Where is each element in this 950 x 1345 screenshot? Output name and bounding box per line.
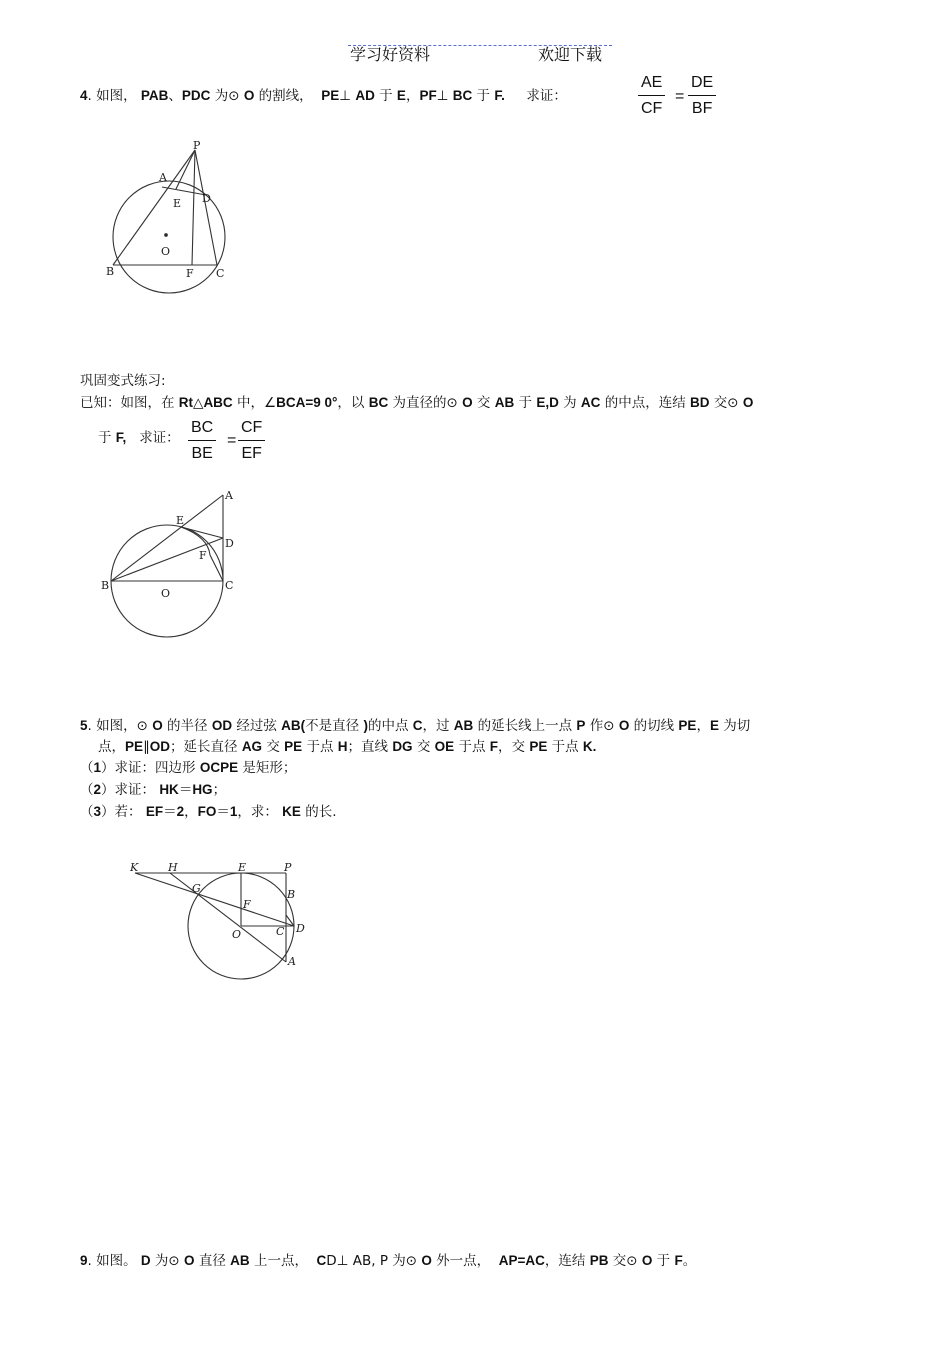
q5-label-d: D bbox=[296, 922, 305, 935]
q5-subquestion-2: （2）求证： HK＝HG； bbox=[80, 782, 227, 798]
q5-label-h: H bbox=[168, 861, 178, 874]
practice-statement: 已知：如图，在 Rt△ABC 中，∠BCA=9 0°，以 BC 为直径的⊙ O 交 AB 于 E,D 为 AC 的中点，连结 BD 交⊙ O bbox=[80, 395, 754, 411]
q4-line-pf bbox=[192, 150, 195, 265]
q4-label-e: E bbox=[173, 197, 182, 210]
q5-line-kd bbox=[135, 873, 294, 926]
q5-label-a: A bbox=[288, 955, 296, 968]
practice-title: 巩固变式练习: bbox=[80, 373, 166, 389]
q5-statement-line2: 点，PE∥OD；延长直径 AG 交 PE 于点 H；直线 DG 交 OE 于点 F，交 PE 于点 K. bbox=[98, 739, 597, 755]
q4-label-c: C bbox=[216, 267, 225, 280]
practice-line-ed bbox=[181, 527, 223, 538]
q4-label-b: B bbox=[106, 265, 115, 278]
q9-statement: 9. 如图。 D 为⊙ O 直径 AB 上一点， CD⊥ AB, P 为⊙ O 外一点， AP=AC，连结 PB 交⊙ O 于 F。 bbox=[80, 1253, 697, 1269]
q4-line-pc bbox=[195, 150, 217, 265]
header-right: 欢迎下载 bbox=[538, 45, 603, 64]
q5-label-p: P bbox=[284, 861, 292, 874]
q5-label-e: E bbox=[238, 861, 247, 874]
q4-statement: 4. 如图， PAB、PDC 为⊙ O 的割线， PE⊥ AD 于 E，PF⊥ BC 于 F. 求证： bbox=[80, 88, 567, 104]
q4-line-pb bbox=[113, 150, 195, 265]
q5-label-k: K bbox=[130, 861, 139, 874]
practice-equals: = bbox=[227, 432, 237, 449]
practice-fraction-bc-be: $\frac{BC}{BE}$ bbox=[188, 419, 216, 463]
practice-fraction-cf-ef: $\frac{CF}{EF}$ bbox=[238, 419, 265, 463]
practice-label-e: E bbox=[176, 514, 185, 527]
q5-subquestion-3: （3）若： EF＝2，FO＝1，求： KE 的长. bbox=[80, 804, 337, 820]
q5-figure bbox=[128, 862, 313, 982]
q4-fraction-de-bf: $\frac{DE}{BF}$ bbox=[688, 74, 716, 118]
q4-label-o: O bbox=[161, 245, 171, 258]
practice-label-d: D bbox=[225, 537, 234, 550]
q4-label-a: A bbox=[159, 171, 167, 184]
q4-label-f: F bbox=[186, 267, 194, 280]
q5-label-o: O bbox=[232, 928, 242, 941]
practice-prove-line: 于 F, 求证： bbox=[98, 430, 180, 446]
header-left: 学习好资料 bbox=[350, 45, 431, 64]
q5-label-b: B bbox=[287, 888, 296, 901]
q4-center-dot bbox=[165, 234, 168, 237]
q4-fraction-ae-cf: $\frac{AE}{CF}$ bbox=[638, 74, 665, 118]
practice-label-c: C bbox=[225, 579, 234, 592]
page-header bbox=[348, 42, 612, 64]
q5-label-f: F bbox=[243, 898, 251, 911]
q4-label-p: P bbox=[193, 139, 201, 152]
q4-line-ad bbox=[162, 187, 206, 195]
practice-figure bbox=[98, 487, 243, 642]
q4-figure bbox=[100, 135, 230, 295]
practice-label-a: A bbox=[225, 489, 233, 502]
practice-label-f: F bbox=[199, 549, 207, 562]
q5-label-g: G bbox=[192, 882, 201, 895]
q5-statement-line1: 5. 如图，⊙ O 的半径 OD 经过弦 AB(不是直径 )的中点 C，过 AB 的延长线上一点 P 作⊙ O 的切线 PE，E 为切 bbox=[80, 718, 751, 734]
q4-equals: = bbox=[675, 88, 685, 105]
q5-subquestion-1: （1）求证：四边形 OCPE 是矩形； bbox=[80, 760, 297, 776]
practice-label-b: B bbox=[101, 579, 110, 592]
q5-label-c: C bbox=[276, 925, 285, 938]
practice-label-o: O bbox=[161, 587, 171, 600]
q4-label-d: D bbox=[202, 192, 211, 205]
practice-line-ab bbox=[111, 495, 223, 581]
